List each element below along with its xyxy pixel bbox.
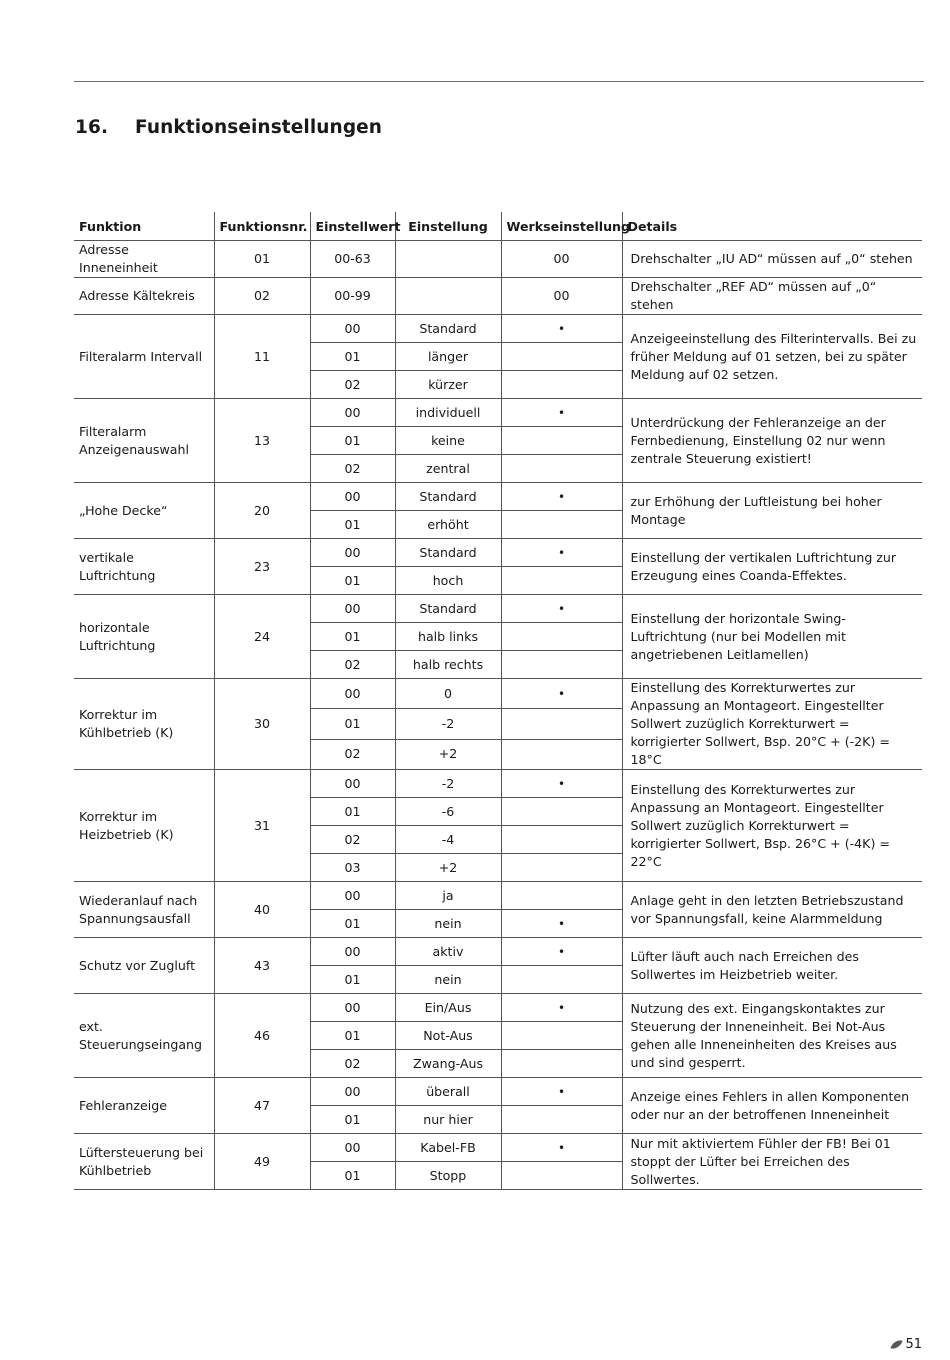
cell-werkseinstellung <box>501 623 622 651</box>
cell-einstellung <box>395 241 501 278</box>
cell-funktion: Lüftersteuerung bei Kühlbetrieb <box>74 1134 214 1190</box>
cell-einstellung: keine <box>395 427 501 455</box>
cell-einstellwert: 00-63 <box>310 241 395 278</box>
cell-einstellwert: 01 <box>310 910 395 938</box>
cell-werkseinstellung <box>501 826 622 854</box>
page-number: 51 <box>905 1337 922 1352</box>
table-row <box>74 539 922 567</box>
cell-einstellwert: 00 <box>310 994 395 1022</box>
cell-einstellwert: 03 <box>310 854 395 882</box>
cell-einstellung: individuell <box>395 399 501 427</box>
cell-funktionsnr: 31 <box>214 770 310 882</box>
cell-einstellung: +2 <box>395 854 501 882</box>
col-header-details: Details <box>622 212 922 241</box>
cell-details: Einstellung der horizontale Swing-Luftrichtung (nur bei Modellen mit angetriebenen Leitlamellen) <box>622 595 922 679</box>
cell-werkseinstellung: • <box>501 399 622 427</box>
cell-details: Anzeige eines Fehlers in allen Komponenten oder nur an der betroffenen Inneneinheit <box>622 1078 922 1134</box>
cell-einstellwert: 00 <box>310 882 395 910</box>
table-row <box>74 595 922 623</box>
cell-funktion: ext. Steuerungseingang <box>74 994 214 1078</box>
cell-einstellung: ja <box>395 882 501 910</box>
cell-werkseinstellung: • <box>501 679 622 709</box>
col-header-funktionsnr: Funktionsnr. <box>214 212 310 241</box>
cell-werkseinstellung: 00 <box>501 241 622 278</box>
cell-einstellung: nur hier <box>395 1106 501 1134</box>
cell-einstellwert: 01 <box>310 966 395 994</box>
top-rule <box>74 81 924 82</box>
cell-einstellwert: 00-99 <box>310 278 395 315</box>
cell-einstellwert: 01 <box>310 623 395 651</box>
cell-funktionsnr: 40 <box>214 882 310 938</box>
cell-werkseinstellung <box>501 1162 622 1190</box>
section-heading <box>75 117 382 138</box>
cell-einstellung: halb links <box>395 623 501 651</box>
cell-funktion: Schutz vor Zugluft <box>74 938 214 994</box>
cell-funktionsnr: 01 <box>214 241 310 278</box>
table-row <box>74 399 922 427</box>
cell-funktion: Filteralarm Anzeigenauswahl <box>74 399 214 483</box>
cell-details: Unterdrückung der Fehleranzeige an der Fernbedienung, Einstellung 02 nur wenn zentrale Steuerung existiert! <box>622 399 922 483</box>
cell-einstellung: zentral <box>395 455 501 483</box>
cell-werkseinstellung <box>501 1106 622 1134</box>
cell-funktion: Adresse Inneneinheit <box>74 241 214 278</box>
cell-einstellwert: 00 <box>310 399 395 427</box>
cell-einstellwert: 00 <box>310 770 395 798</box>
cell-funktion: Korrektur im Heizbetrieb (K) <box>74 770 214 882</box>
cell-einstellung: halb rechts <box>395 651 501 679</box>
cell-einstellwert: 02 <box>310 651 395 679</box>
cell-funktionsnr: 46 <box>214 994 310 1078</box>
cell-einstellwert: 00 <box>310 679 395 709</box>
cell-funktionsnr: 49 <box>214 1134 310 1190</box>
cell-einstellwert: 02 <box>310 371 395 399</box>
cell-werkseinstellung: • <box>501 910 622 938</box>
cell-funktionsnr: 23 <box>214 539 310 595</box>
cell-funktionsnr: 13 <box>214 399 310 483</box>
cell-werkseinstellung: • <box>501 315 622 343</box>
cell-einstellwert: 01 <box>310 709 395 739</box>
cell-einstellwert: 00 <box>310 539 395 567</box>
cell-details: Drehschalter „IU AD“ müssen auf „0“ stehen <box>622 241 922 278</box>
cell-einstellung: aktiv <box>395 938 501 966</box>
cell-funktion: horizontale Luftrichtung <box>74 595 214 679</box>
cell-werkseinstellung <box>501 882 622 910</box>
col-header-einstellwert: Einstellwert <box>310 212 395 241</box>
cell-details: Drehschalter „REF AD“ müssen auf „0“ stehen <box>622 278 922 315</box>
cell-funktionsnr: 02 <box>214 278 310 315</box>
cell-funktion: Fehleranzeige <box>74 1078 214 1134</box>
cell-werkseinstellung <box>501 854 622 882</box>
cell-werkseinstellung <box>501 511 622 539</box>
table-row <box>74 882 922 910</box>
cell-details: Einstellung des Korrekturwertes zur Anpassung an Montageort. Eingestellter Sollwert zuzüglich Korrekturwert = korrigierter Sollwert, Bsp. 26°C + (-4K) = 22°C <box>622 770 922 882</box>
cell-details: zur Erhöhung der Luftleistung bei hoher Montage <box>622 483 922 539</box>
cell-werkseinstellung <box>501 343 622 371</box>
cell-einstellung: +2 <box>395 739 501 769</box>
cell-einstellung: Standard <box>395 315 501 343</box>
cell-werkseinstellung <box>501 966 622 994</box>
cell-einstellung: Stopp <box>395 1162 501 1190</box>
cell-details: Nur mit aktiviertem Fühler der FB! Bei 01 stoppt der Lüfter bei Erreichen des Sollwertes. <box>622 1134 922 1190</box>
cell-funktionsnr: 47 <box>214 1078 310 1134</box>
cell-einstellwert: 00 <box>310 1134 395 1162</box>
col-header-funktion: Funktion <box>74 212 214 241</box>
cell-funktionsnr: 11 <box>214 315 310 399</box>
cell-werkseinstellung: 00 <box>501 278 622 315</box>
cell-einstellung: kürzer <box>395 371 501 399</box>
cell-einstellwert: 01 <box>310 511 395 539</box>
cell-details: Einstellung der vertikalen Luftrichtung zur Erzeugung eines Coanda-Effektes. <box>622 539 922 595</box>
cell-einstellung: Standard <box>395 483 501 511</box>
col-header-einstellung: Einstellung <box>395 212 501 241</box>
cell-einstellwert: 01 <box>310 343 395 371</box>
cell-funktionsnr: 24 <box>214 595 310 679</box>
cell-einstellwert: 01 <box>310 427 395 455</box>
cell-einstellwert: 00 <box>310 483 395 511</box>
cell-einstellwert: 01 <box>310 567 395 595</box>
cell-funktion: „Hohe Decke“ <box>74 483 214 539</box>
cell-einstellung: erhöht <box>395 511 501 539</box>
table-row <box>74 770 922 798</box>
cell-einstellwert: 00 <box>310 1078 395 1106</box>
cell-einstellung: 0 <box>395 679 501 709</box>
cell-werkseinstellung <box>501 371 622 399</box>
cell-werkseinstellung <box>501 567 622 595</box>
cell-werkseinstellung <box>501 427 622 455</box>
cell-werkseinstellung: • <box>501 770 622 798</box>
cell-einstellung: Ein/Aus <box>395 994 501 1022</box>
cell-einstellung: Zwang-Aus <box>395 1050 501 1078</box>
cell-werkseinstellung <box>501 455 622 483</box>
leaf-icon <box>891 1338 903 1351</box>
cell-werkseinstellung: • <box>501 595 622 623</box>
cell-einstellwert: 02 <box>310 739 395 769</box>
cell-werkseinstellung: • <box>501 1078 622 1106</box>
cell-einstellwert: 00 <box>310 938 395 966</box>
cell-werkseinstellung: • <box>501 994 622 1022</box>
table-row <box>74 241 922 278</box>
cell-einstellwert: 00 <box>310 595 395 623</box>
table-row <box>74 994 922 1022</box>
cell-details: Nutzung des ext. Eingangskontaktes zur Steuerung der Inneneinheit. Bei Not-Aus gehen alle Inneneinheiten des Kreises aus und sind gesperrt. <box>622 994 922 1078</box>
cell-einstellung: Standard <box>395 539 501 567</box>
table-row <box>74 278 922 315</box>
cell-einstellung: Standard <box>395 595 501 623</box>
cell-funktion: Korrektur im Kühlbetrieb (K) <box>74 679 214 770</box>
table-row <box>74 315 922 343</box>
cell-werkseinstellung <box>501 739 622 769</box>
col-header-werkseinstellung: Werkseinstellung <box>501 212 622 241</box>
cell-einstellung: -2 <box>395 770 501 798</box>
table-row <box>74 1078 922 1106</box>
cell-funktionsnr: 30 <box>214 679 310 770</box>
cell-einstellung: nein <box>395 966 501 994</box>
cell-einstellwert: 01 <box>310 1106 395 1134</box>
cell-werkseinstellung: • <box>501 539 622 567</box>
cell-einstellwert: 02 <box>310 455 395 483</box>
page-footer <box>892 1337 922 1352</box>
cell-funktion: Wiederanlauf nach Spannungsausfall <box>74 882 214 938</box>
section-number: 16. <box>75 117 109 138</box>
cell-werkseinstellung: • <box>501 483 622 511</box>
function-settings-table <box>74 212 922 1190</box>
cell-einstellung: -4 <box>395 826 501 854</box>
table-row <box>74 938 922 966</box>
cell-einstellwert: 01 <box>310 798 395 826</box>
cell-einstellung: länger <box>395 343 501 371</box>
cell-details: Einstellung des Korrekturwertes zur Anpassung an Montageort. Eingestellter Sollwert zuzüglich Korrekturwert = korrigierter Sollwert, Bsp. 20°C + (-2K) = 18°C <box>622 679 922 770</box>
cell-werkseinstellung <box>501 1050 622 1078</box>
cell-funktion: Filteralarm Intervall <box>74 315 214 399</box>
cell-details: Anzeigeeinstellung des Filterintervalls. Bei zu früher Meldung auf 01 setzen, bei zu später Meldung auf 02 setzen. <box>622 315 922 399</box>
table-row <box>74 483 922 511</box>
cell-einstellung: überall <box>395 1078 501 1106</box>
cell-funktionsnr: 43 <box>214 938 310 994</box>
cell-details: Anlage geht in den letzten Betriebszustand vor Spannungsfall, keine Alarmmeldung <box>622 882 922 938</box>
cell-einstellung: -2 <box>395 709 501 739</box>
cell-funktion: Adresse Kältekreis <box>74 278 214 315</box>
cell-werkseinstellung: • <box>501 1134 622 1162</box>
cell-einstellwert: 02 <box>310 826 395 854</box>
table-row <box>74 1134 922 1162</box>
cell-einstellung: Kabel-FB <box>395 1134 501 1162</box>
cell-werkseinstellung: • <box>501 938 622 966</box>
table-row <box>74 679 922 709</box>
cell-einstellwert: 00 <box>310 315 395 343</box>
cell-werkseinstellung <box>501 651 622 679</box>
cell-einstellung: -6 <box>395 798 501 826</box>
cell-details: Lüfter läuft auch nach Erreichen des Sollwertes im Heizbetrieb weiter. <box>622 938 922 994</box>
cell-werkseinstellung <box>501 1022 622 1050</box>
cell-werkseinstellung <box>501 798 622 826</box>
cell-einstellung: nein <box>395 910 501 938</box>
cell-einstellung: Not-Aus <box>395 1022 501 1050</box>
cell-einstellung: hoch <box>395 567 501 595</box>
cell-einstellwert: 02 <box>310 1050 395 1078</box>
table-header-row <box>74 212 922 241</box>
cell-einstellwert: 01 <box>310 1162 395 1190</box>
section-title: Funktionseinstellungen <box>135 117 383 138</box>
table-body <box>74 241 922 1190</box>
cell-einstellung <box>395 278 501 315</box>
cell-einstellwert: 01 <box>310 1022 395 1050</box>
cell-funktionsnr: 20 <box>214 483 310 539</box>
cell-werkseinstellung <box>501 709 622 739</box>
cell-funktion: vertikale Luftrichtung <box>74 539 214 595</box>
